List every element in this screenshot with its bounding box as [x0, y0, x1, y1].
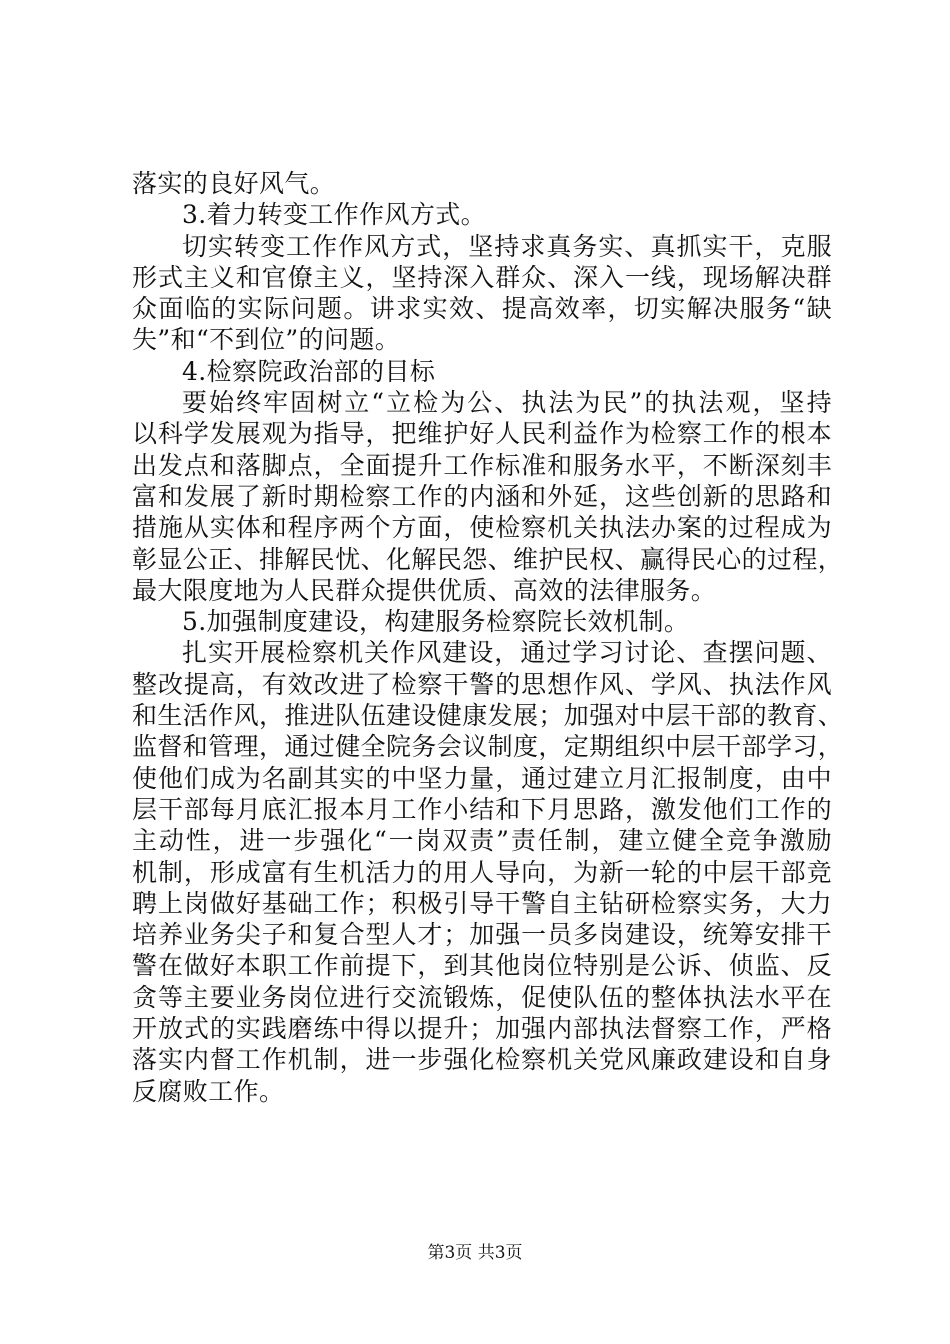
text-line: 5.加强制度建设，构建服务检察院长效机制。 [182, 607, 690, 637]
text-line: 警在做好本职工作前提下，到其他岗位特别是公诉、侦监、反 [132, 951, 832, 981]
text-line: 开放式的实践磨练中得以提升；加强内部执法督察工作，严格 [132, 1014, 832, 1044]
text-line: 切实转变工作作风方式，坚持求真务实、真抓实干，克服 [182, 231, 832, 261]
text-line: 措施从实体和程序两个方面，使检察机关执法办案的过程成为 [132, 513, 832, 543]
text-line: 使他们成为名副其实的中坚力量，通过建立月汇报制度，由中 [132, 763, 832, 793]
text-line: 4.检察院政治部的目标 [182, 356, 436, 386]
text-line: 培养业务尖子和复合型人才；加强一员多岗建设，统筹安排干 [132, 920, 832, 950]
text-line: 层干部每月底汇报本月工作小结和下月思路，激发他们工作的 [132, 794, 832, 824]
text-line: 形式主义和官僚主义，坚持深入群众、深入一线，现场解决群 [132, 262, 832, 292]
text-line: 监督和管理，通过健全院务会议制度，定期组织中层干部学习， [132, 732, 844, 762]
text-line: 要始终牢固树立“立检为公、执法为民”的执法观，坚持 [182, 388, 832, 418]
text-line: 整改提高，有效改进了检察干警的思想作风、学风、执法作风 [132, 669, 832, 699]
text-line: 3.着力转变工作作风方式。 [182, 200, 487, 230]
document-body [132, 168, 844, 1107]
text-line: 以科学发展观为指导，把维护好人民利益作为检察工作的根本 [132, 419, 832, 449]
text-line: 和生活作风，推进队伍建设健康发展；加强对中层干部的教育、 [132, 701, 844, 731]
text-line: 众面临的实际问题。讲求实效、提高效率，切实解决服务“缺 [132, 294, 832, 324]
page-footer: 第3页 共3页 [427, 1243, 523, 1263]
text-line: 落实的良好风气。 [132, 169, 336, 198]
text-line: 聘上岗做好基础工作；积极引导干警自主钻研检察实务，大力 [132, 888, 832, 918]
text-line: 机制，形成富有生机活力的用人导向，为新一轮的中层干部竞 [132, 857, 832, 887]
text-line: 失”和“不到位”的问题。 [132, 325, 401, 355]
text-line: 反腐败工作。 [132, 1076, 285, 1106]
text-line: 富和发展了新时期检察工作的内涵和外延，这些创新的思路和 [132, 481, 832, 511]
text-line: 扎实开展检察机关作风建设，通过学习讨论、查摆问题、 [182, 638, 832, 668]
text-line: 落实内督工作机制，进一步强化检察机关党风廉政建设和自身 [132, 1045, 832, 1075]
text-line: 最大限度地为人民群众提供优质、高效的法律服务。 [132, 575, 717, 605]
text-line: 主动性，进一步强化“一岗双责”责任制，建立健全竞争激励 [132, 826, 832, 856]
text-line: 贪等主要业务岗位进行交流锻炼，促使队伍的整体执法水平在 [132, 982, 832, 1012]
text-line: 出发点和落脚点，全面提升工作标准和服务水平，不断深刻丰 [132, 450, 832, 480]
text-line: 彰显公正、排解民忧、化解民怨、维护民权、赢得民心的过程， [132, 544, 844, 574]
